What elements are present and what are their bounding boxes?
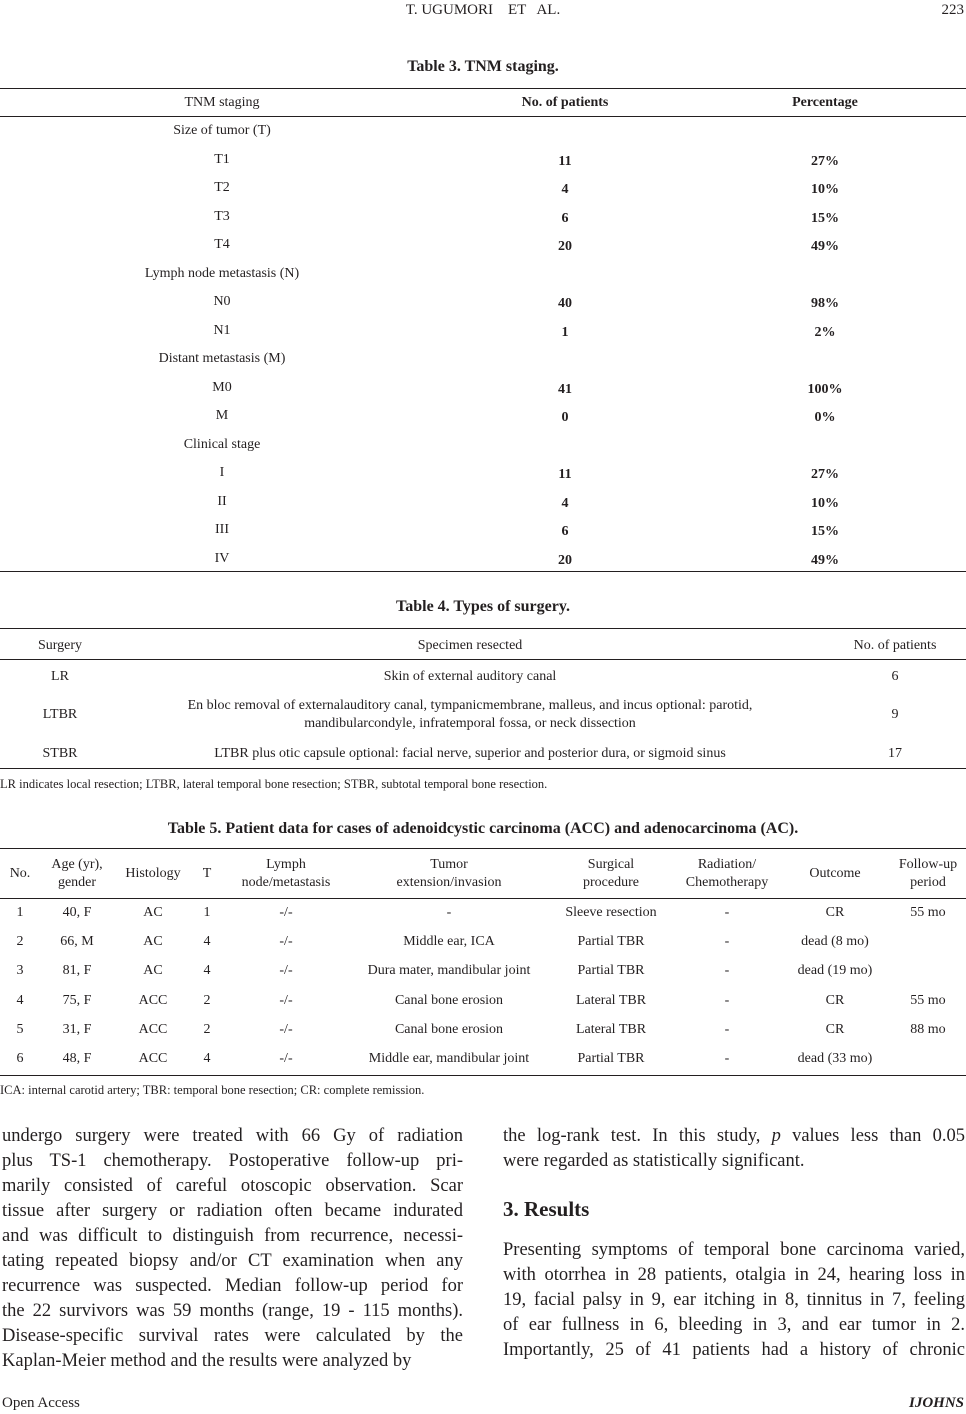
table3-row-percentage: 2% (814, 325, 836, 340)
footer-open-access: Open Access (2, 1395, 80, 1411)
table4-row-specimen: En bloc removal of externalauditory canal, tympanicmembrane, malleus, and incus optional: parotid, (187, 698, 753, 713)
table3-row-label: M0 (212, 380, 232, 395)
table4-header-surgery: Surgery (37, 638, 83, 653)
table5-cell: 2 (203, 993, 211, 1008)
table5-cell: CR (825, 905, 845, 920)
table3-row-patients: 0 (561, 410, 569, 425)
table3-group-label: Distant metastasis (M) (158, 351, 286, 366)
table5-cell: -/- (279, 1051, 293, 1066)
table5-cell: 1 (203, 905, 211, 920)
table3-row-patients: 41 (558, 382, 572, 397)
table4-row-surgery: LTBR (42, 707, 78, 722)
table5-cell: ACC (138, 1022, 168, 1037)
table5-cell: Partial TBR (577, 1051, 645, 1066)
table5-header-rule (0, 898, 966, 899)
table3-row-patients: 6 (561, 211, 569, 226)
table3-row-percentage: 27% (811, 467, 839, 482)
left-column-line: tissue after surgery or radiation often became indurated (2, 1201, 463, 1221)
table3-row-percentage: 49% (811, 553, 839, 568)
left-column-line: Disease-specific survival rates were calculated by the (2, 1326, 463, 1346)
table5-cell: -/- (279, 905, 293, 920)
table3-row-percentage: 15% (811, 524, 839, 539)
table3-row-patients: 1 (561, 325, 569, 340)
table3-row-percentage: 15% (811, 211, 839, 226)
table5-cell: CR (825, 993, 845, 1008)
page-number: 223 (941, 2, 964, 18)
table5-cell: 2 (203, 1022, 211, 1037)
table3-bottom-rule (0, 571, 966, 572)
table5-cell: 40, F (62, 905, 92, 920)
table5-header-line1: Radiation/ (697, 857, 757, 872)
right-para1-text-a: the log-rank test. In this study, (503, 1126, 772, 1146)
table3-header-percentage: Percentage (792, 95, 858, 110)
table5-cell: 88 mo (910, 1022, 946, 1037)
left-column-line: marily consisted of careful otoscopic observation. Scar (2, 1176, 463, 1196)
running-head-text: T. UGUMORI ET AL. (405, 2, 561, 18)
table3-row-patients: 20 (558, 553, 572, 568)
table5-cell: -/- (279, 934, 293, 949)
table3-row-patients: 11 (558, 154, 572, 169)
table4-top-rule (0, 628, 966, 629)
table4-row-patients: 17 (888, 746, 902, 761)
table3-header-tnm: TNM staging (184, 95, 260, 110)
left-column-line: undergo surgery were treated with 66 Gy of radiation (2, 1126, 463, 1146)
section-title-results: 3. Results (503, 1197, 590, 1221)
table5-cell: Canal bone erosion (394, 1022, 504, 1037)
left-column-line: tating repeated biopsy and/or CT examination when any (2, 1251, 463, 1271)
table5-cell: - (724, 1022, 730, 1037)
table3-row-label: M (215, 408, 229, 423)
table5-note: ICA: internal carotid artery; TBR: temporal bone resection; CR: complete remission. (0, 1083, 425, 1097)
right-column-line: with otorrhea in 28 patients, otalgia in 24, hearing loss in (503, 1265, 965, 1285)
table5-cell: ACC (138, 993, 168, 1008)
table3-row-percentage: 98% (811, 296, 839, 311)
table3-row-patients: 20 (558, 239, 572, 254)
table5-bottom-rule (0, 1075, 966, 1076)
table5-cell: - (724, 1051, 730, 1066)
table5-cell: Lateral TBR (575, 993, 647, 1008)
table3-group-label: Lymph node metastasis (N) (144, 266, 300, 281)
table5-cell: 1 (16, 905, 24, 920)
table5-cell: - (724, 963, 730, 978)
table3-row-patients: 4 (561, 496, 569, 511)
table5-cell: 4 (203, 1051, 211, 1066)
table5-cell: - (724, 934, 730, 949)
table5-cell: dead (33 mo) (797, 1051, 873, 1066)
table5-header-line2: period (910, 875, 946, 890)
table5-header: T (202, 866, 212, 881)
right-para1-line2: were regarded as statistically significant. (503, 1151, 805, 1171)
table3-row-patients: 4 (561, 182, 569, 197)
table5-cell: Canal bone erosion (394, 993, 504, 1008)
left-column-line: and was difficult to distinguish from recurrence, necessi- (2, 1226, 463, 1246)
table5-cell: 3 (16, 963, 24, 978)
table5-cell: -/- (279, 1022, 293, 1037)
table3-row-percentage: 49% (811, 239, 839, 254)
left-column-line: the 22 survivors was 59 months (range, 19 - 115 months). (2, 1301, 463, 1321)
table3-row-label: N1 (213, 323, 231, 338)
table3-row-percentage: 100% (807, 382, 843, 397)
table5-cell: Lateral TBR (575, 1022, 647, 1037)
table5-header: Outcome (809, 866, 861, 881)
table3-group-label: Clinical stage (183, 437, 261, 452)
table5-cell: 5 (16, 1022, 24, 1037)
table5-header-line1: Tumor (430, 857, 468, 872)
table5-cell: CR (825, 1022, 845, 1037)
table4-header-patients: No. of patients (853, 638, 937, 653)
table5-cell: Middle ear, ICA (403, 934, 495, 949)
table3-caption: Table 3. TNM staging. (407, 58, 559, 75)
table5-cell: - (724, 905, 730, 920)
table3-row-patients: 11 (558, 467, 572, 482)
table4-bottom-rule (0, 768, 966, 769)
table5-cell: AC (143, 963, 163, 978)
table3-header-patients: No. of patients (521, 95, 609, 110)
table5-cell: 81, F (62, 963, 92, 978)
table5-cell: - (446, 905, 452, 920)
table5-cell: AC (143, 934, 163, 949)
table4-row-specimen: LTBR plus otic capsule optional: facial nerve, superior and posterior dura, or sigmoid sinus (214, 746, 726, 761)
table5-caption: Table 5. Patient data for cases of adenoidcystic carcinoma (ACC) and adenocarcinoma (AC). (167, 820, 799, 837)
right-para1-p-symbol: p (771, 1126, 781, 1146)
table4-row-patients: 9 (891, 707, 899, 722)
table5-cell: 31, F (62, 1022, 92, 1037)
table5-cell: -/- (279, 963, 293, 978)
table5-header-line1: Lymph (266, 857, 306, 872)
table5-cell: -/- (279, 993, 293, 1008)
table3-row-label: IV (214, 551, 230, 566)
right-column-line: Importantly, 25 of 41 patients had a history of chronic (503, 1340, 965, 1360)
table3-row-label: III (215, 522, 229, 537)
table5-cell: Dura mater, mandibular joint (367, 963, 531, 978)
table3-group-label: Size of tumor (T) (173, 123, 271, 138)
right-column-para1 (503, 1124, 965, 1174)
right-column-line: of ear fullness in 6, bleeding in 3, and ear tumor in 2. (503, 1315, 965, 1335)
table5-cell: Sleeve resection (565, 905, 657, 920)
table4-row-specimen: Skin of external auditory canal (383, 669, 557, 684)
table5-cell: dead (8 mo) (801, 934, 869, 949)
table5-header-line2: extension/invasion (396, 875, 502, 890)
table3-row-percentage: 10% (811, 182, 839, 197)
right-column-line: Presenting symptoms of temporal bone carcinoma varied, (503, 1240, 965, 1260)
table5-header-line1: Follow-up (898, 857, 958, 872)
table4-row-patients: 6 (891, 669, 899, 684)
table5-cell: 2 (16, 934, 24, 949)
table5-cell: Partial TBR (577, 934, 645, 949)
table4-row-surgery: LR (51, 669, 69, 684)
table5-cell: 55 mo (910, 993, 946, 1008)
right-para1-text-b: values less than 0.05 (780, 1126, 965, 1146)
table3-row-percentage: 0% (814, 410, 836, 425)
table3-row-label: T1 (214, 152, 230, 167)
table5-cell: - (724, 993, 730, 1008)
table5-cell: AC (143, 905, 163, 920)
table5-cell: 55 mo (910, 905, 946, 920)
table5-header-line1: Surgical (587, 857, 635, 872)
table5-cell: 6 (16, 1051, 24, 1066)
table5-header-line2: gender (57, 875, 97, 890)
table4-caption: Table 4. Types of surgery. (396, 598, 570, 615)
table5-cell: ACC (138, 1051, 168, 1066)
table5-header: No. (9, 866, 31, 881)
table5-header-line2: node/metastasis (241, 875, 331, 890)
right-para1-line1 (503, 1124, 965, 1149)
right-column-line: 19, facial palsy in 9, ear itching in 8, tinnitus in 7, feeling (503, 1290, 965, 1310)
table5-cell: 66, M (60, 934, 94, 949)
table4-note: LR indicates local resection; LTBR, lateral temporal bone resection; STBR, subtotal temporal bone resection. (0, 777, 548, 791)
left-column-line: Kaplan-Meier method and the results were analyzed by (2, 1351, 412, 1371)
table5-cell: dead (19 mo) (797, 963, 873, 978)
table3-row-label: I (219, 465, 225, 480)
table5-cell: 4 (203, 934, 211, 949)
table3-row-percentage: 10% (811, 496, 839, 511)
table5-header: Histology (125, 866, 181, 881)
table3-row-patients: 40 (558, 296, 572, 311)
table5-cell: 48, F (62, 1051, 92, 1066)
table3-row-percentage: 27% (811, 154, 839, 169)
table4-header-specimen: Specimen resected (417, 638, 523, 653)
footer-journal: IJOHNS (908, 1395, 964, 1411)
left-column-line: recurrence was suspected. Median follow-up period for (2, 1276, 463, 1296)
table5-header-line1: Age (yr), (51, 857, 103, 872)
table4-header-rule (0, 659, 966, 660)
table3-header-rule (0, 116, 966, 117)
table5-cell: 4 (16, 993, 24, 1008)
table5-top-rule (0, 848, 966, 849)
table3-row-patients: 6 (561, 524, 569, 539)
table3-row-label: T4 (214, 237, 230, 252)
table3-row-label: T2 (214, 180, 230, 195)
table5-cell: Middle ear, mandibular joint (368, 1051, 530, 1066)
table3-row-label: N0 (213, 294, 231, 309)
table4-row-surgery: STBR (42, 746, 78, 761)
table4-row-specimen-line2: mandibularcondyle, infratemporal fossa, or neck dissection (304, 716, 636, 731)
table5-cell: 75, F (62, 993, 92, 1008)
table5-header-line2: procedure (583, 875, 639, 890)
table3-row-label: T3 (214, 209, 230, 224)
left-column-line: plus TS-1 chemotherapy. Postoperative follow-up pri- (2, 1151, 463, 1171)
table5-cell: 4 (203, 963, 211, 978)
table3-row-label: II (217, 494, 227, 509)
table5-cell: Partial TBR (577, 963, 645, 978)
table5-header-line2: Chemotherapy (685, 875, 769, 890)
